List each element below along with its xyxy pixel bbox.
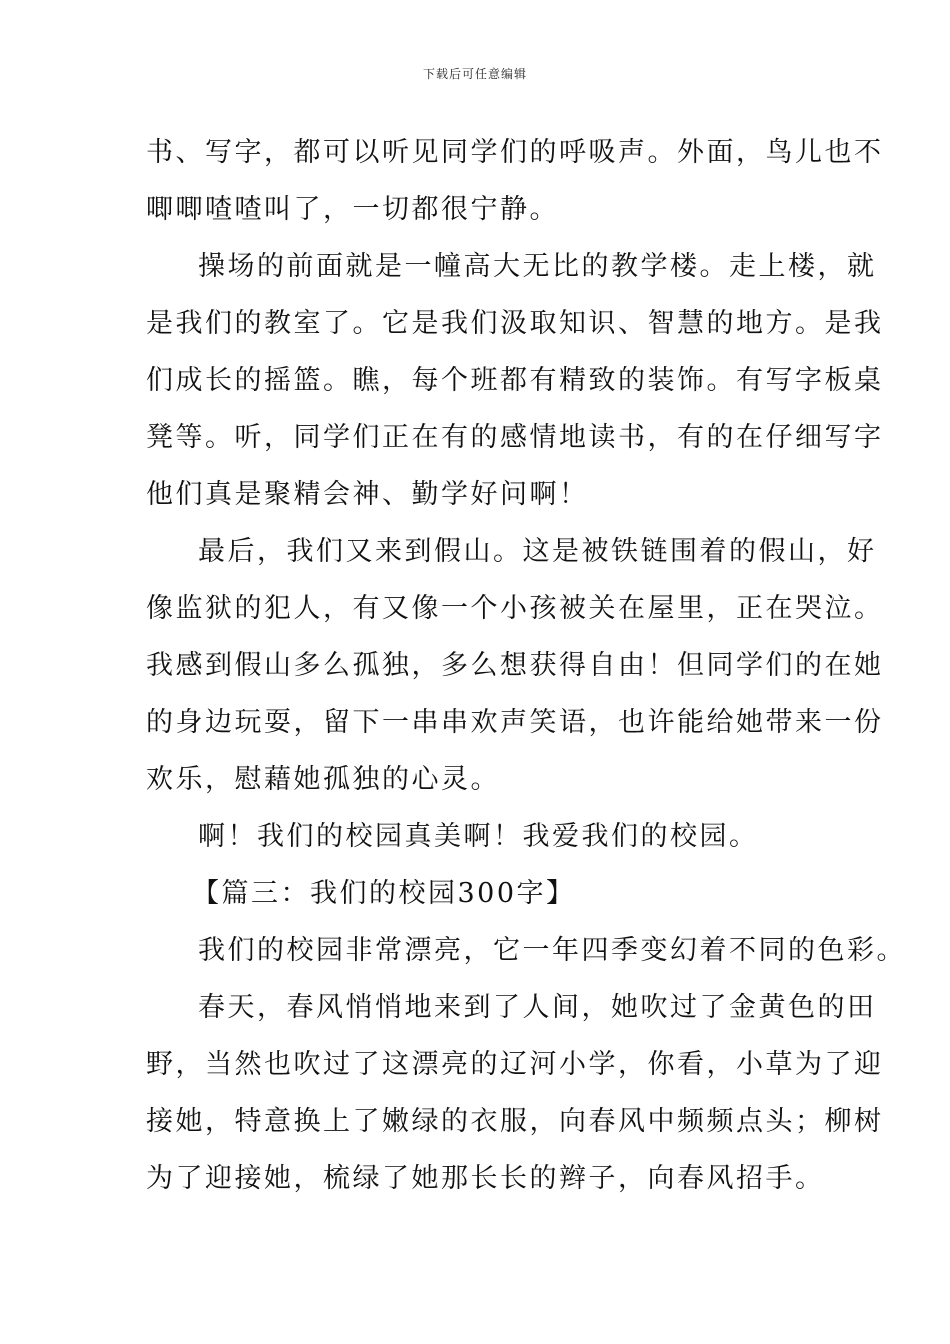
text-line: 为了迎接她，梳绿了她那长长的辫子，向春风招手。 <box>146 1163 825 1194</box>
section-heading: 【篇三：我们的校园300字】 <box>192 878 576 909</box>
text-line: 接她，特意换上了嫩绿的衣服，向春风中频频点头；柳树 <box>146 1106 884 1137</box>
text-line: 他们真是聚精会神、勤学好问啊！ <box>146 479 589 510</box>
page-header: 下载后可任意编辑 <box>422 67 527 81</box>
paragraph-start-line: 操场的前面就是一幢高大无比的教学楼。走上楼，就 <box>198 251 877 282</box>
body-text <box>146 124 906 1207</box>
paragraph-start-line: 啊！我们的校园真美啊！我爱我们的校园。 <box>198 821 759 852</box>
text-line: 欢乐，慰藉她孤独的心灵。 <box>146 764 500 795</box>
paragraph-start-line: 我们的校园非常漂亮，它一年四季变幻着不同的色彩。 <box>198 935 906 966</box>
text-line: 书、写字，都可以听见同学们的呼吸声。外面，鸟儿也不 <box>146 137 884 168</box>
text-line: 凳等。听，同学们正在有的感情地读书，有的在仔细写字 <box>146 422 884 453</box>
text-line: 是我们的教室了。它是我们汲取知识、智慧的地方。是我 <box>146 308 884 339</box>
text-line: 的身边玩耍，留下一串串欢声笑语，也许能给她带来一份 <box>146 707 884 738</box>
text-line: 像监狱的犯人，有又像一个小孩被关在屋里，正在哭泣。 <box>146 593 884 624</box>
text-line: 们成长的摇篮。瞧，每个班都有精致的装饰。有写字板桌 <box>146 365 884 396</box>
text-line: 我感到假山多么孤独，多么想获得自由！但同学们的在她 <box>146 650 884 681</box>
paragraph-start-line: 最后，我们又来到假山。这是被铁链围着的假山，好 <box>198 536 877 567</box>
paragraph-start-line: 春天，春风悄悄地来到了人间，她吹过了金黄色的田 <box>198 992 877 1023</box>
text-line: 唧唧喳喳叫了，一切都很宁静。 <box>146 194 559 225</box>
text-line: 野，当然也吹过了这漂亮的辽河小学，你看，小草为了迎 <box>146 1049 884 1080</box>
